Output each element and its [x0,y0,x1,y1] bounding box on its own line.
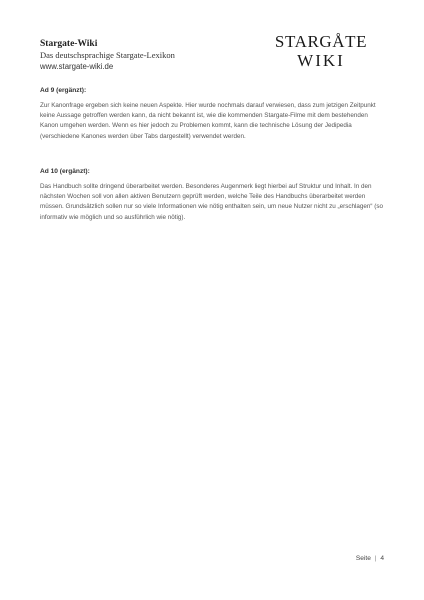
site-url: www.stargate-wiki.de [40,62,114,71]
footer-separator: | [374,555,377,562]
site-title: Stargate-Wiki [40,39,98,49]
section-heading: Ad 9 (ergänzt): [40,87,87,94]
section-body: Zur Kanonfrage ergeben sich keine neuen Aspekte. Hier wurde nochmals darauf verwiesen, dass zum jetzigen Zeitpunkt keine Aussage getroffen werden kann, da nicht bekannt ist, wie die kommenden Stargate-Filme mit dem bestehenden Kanon umgehen werden. Wenn es hier jedoch zu Problemen kommt, kann die technische Lösung der Jedipedia (verschiedene Kanones werden über Tabs dargestellt) verwendet werden. [40,102,376,140]
page-label: Seite [355,555,371,562]
logo-top-text: STARGÅTE [274,32,368,51]
section-heading: Ad 10 (ergänzt): [40,168,90,175]
section-body: Das Handbuch sollte dringend überarbeitet werden. Besonderes Augenmerk liegt hierbei auf Struktur und Inhalt. In den nächsten Wochen soll von allen aktiven Benutzern geprüft werden, welche Teile des Handbuchs überarbeitet werden müssen. Grundsätzlich sollen nur so viele Informationen wie nötig enthalten sein, um neue Nutzer nicht zu „erschlagen“ (so informativ wie möglich und so ausführlich wie nötig). [40,183,384,221]
logo-bottom-text: WIKI [297,51,345,70]
page-number: 4 [380,555,384,562]
document-header [40,39,175,72]
stargate-wiki-logo [268,33,374,73]
page-footer [356,555,384,562]
section-ad-9 [40,87,385,142]
section-ad-10 [40,168,385,223]
site-subtitle: Das deutschsprachige Stargate-Lexikon [40,50,175,60]
